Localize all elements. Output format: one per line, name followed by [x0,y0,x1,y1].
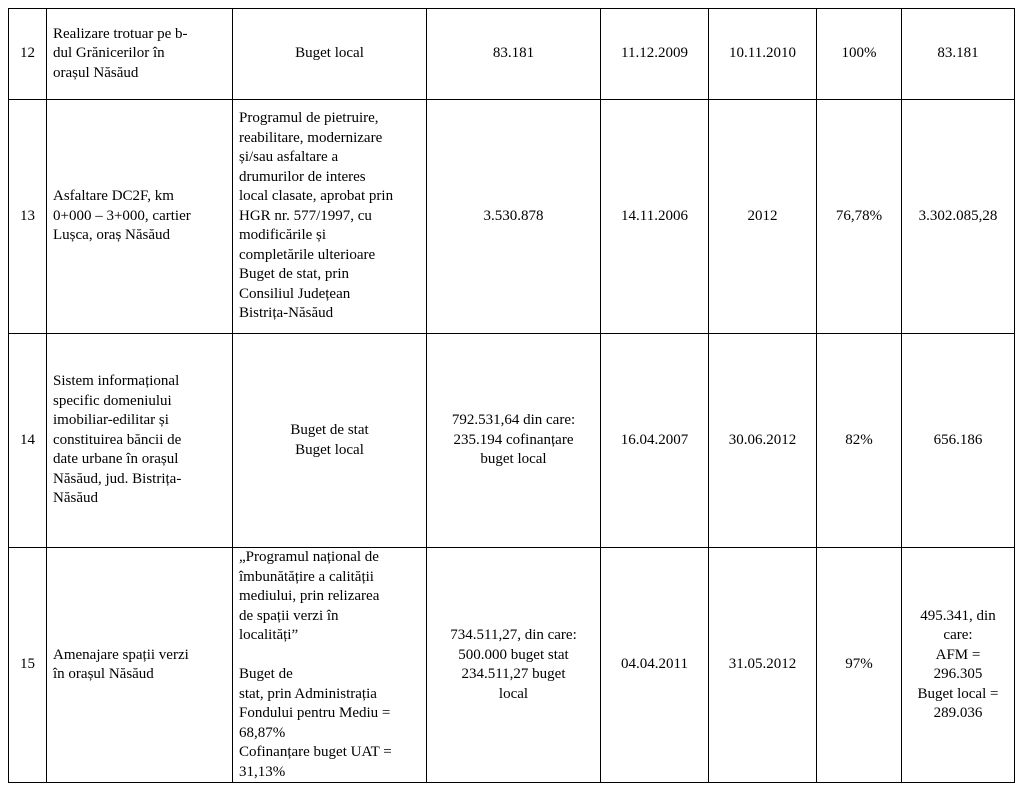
project-name: Realizare trotuar pe b- dul Grănicerilor în orașul Năsăud [47,9,233,100]
end-date: 30.06.2012 [709,334,817,548]
project-name: Amenajare spații verzi în orașul Năsăud [47,548,233,783]
end-date: 31.05.2012 [709,548,817,783]
total-value: 3.530.878 [427,100,601,334]
executed-value: 3.302.085,28 [902,100,1015,334]
row-number: 12 [9,9,47,100]
funding-source: Programul de pietruire, reabilitare, modernizare și/sau asfaltare a drumurilor de interes local clasate, aprobat prin HGR nr. 577/1997, cu modificările și completările ulterioare Buget de stat, prin Consiliul Județean Bistrița-Năsăud [233,100,427,334]
start-date: 04.04.2011 [601,548,709,783]
funding-source: Buget de stat Buget local [233,334,427,548]
project-name: Sistem informațional specific domeniului imobiliar-edilitar și constituirea băncii de date urbane în orașul Năsăud, jud. Bistrița- Năsăud [47,334,233,548]
row-number: 15 [9,548,47,783]
start-date: 14.11.2006 [601,100,709,334]
executed-value: 656.186 [902,334,1015,548]
funding-source: „Programul național de îmbunătățire a calității mediului, prin relizarea de spații verzi în localități” Buget de stat, prin Administrația Fondului pentru Mediu = 68,87% Cofinanțare buget UAT = 31,13% [233,548,427,783]
table-row [9,334,1015,548]
row-number: 13 [9,100,47,334]
executed-value: 495.341, din care: AFM = 296.305 Buget local = 289.036 [902,548,1015,783]
project-name: Asfaltare DC2F, km 0+000 – 3+000, cartier Lușca, oraș Năsăud [47,100,233,334]
row-number: 14 [9,334,47,548]
total-value: 83.181 [427,9,601,100]
completion-percent: 82% [817,334,902,548]
end-date: 2012 [709,100,817,334]
executed-value: 83.181 [902,9,1015,100]
funding-source: Buget local [233,9,427,100]
table-row [9,100,1015,334]
completion-percent: 97% [817,548,902,783]
end-date: 10.11.2010 [709,9,817,100]
total-value: 792.531,64 din care: 235.194 cofinanțare buget local [427,334,601,548]
completion-percent: 100% [817,9,902,100]
start-date: 16.04.2007 [601,334,709,548]
table-row [9,9,1015,100]
investment-table [8,8,1015,783]
completion-percent: 76,78% [817,100,902,334]
table-row [9,548,1015,783]
start-date: 11.12.2009 [601,9,709,100]
total-value: 734.511,27, din care: 500.000 buget stat 234.511,27 buget local [427,548,601,783]
